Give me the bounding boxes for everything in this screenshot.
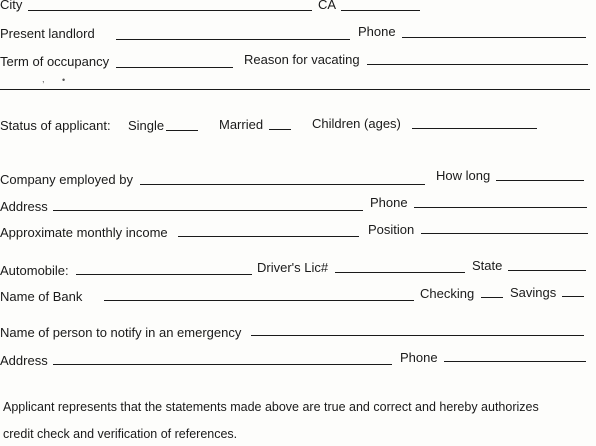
married-label: Married	[219, 117, 264, 132]
state-field[interactable]	[508, 270, 586, 271]
stray-mark: •	[62, 75, 66, 85]
single-field[interactable]	[166, 130, 198, 131]
children-ages-label: Children (ages)	[312, 116, 401, 131]
reason-for-vacating-continuation-field[interactable]	[0, 89, 590, 90]
zip-field[interactable]	[341, 10, 420, 11]
checking-field[interactable]	[481, 297, 503, 298]
position-field[interactable]	[421, 233, 588, 234]
savings-field[interactable]	[562, 296, 584, 297]
company-employed-by-label: Company employed by	[0, 172, 133, 187]
applicant-statement-line-2: credit check and verification of references.	[3, 427, 238, 441]
employer-phone-field[interactable]	[414, 207, 587, 208]
savings-label: Savings	[510, 285, 557, 300]
emergency-contact-field[interactable]	[251, 335, 584, 336]
landlord-phone-label: Phone	[358, 24, 396, 39]
employer-address-label: Address	[0, 199, 48, 214]
employer-phone-label: Phone	[370, 195, 408, 210]
city-label: City	[0, 0, 23, 12]
state-label: State	[472, 258, 503, 273]
automobile-field[interactable]	[76, 274, 252, 275]
present-landlord-label: Present landlord	[0, 26, 95, 41]
bank-name-field[interactable]	[104, 300, 414, 301]
applicant-statement-line-1: Applicant represents that the statements made above are true and correct and hereby authorizes	[3, 400, 539, 414]
drivers-license-field[interactable]	[335, 272, 465, 273]
married-field[interactable]	[269, 129, 291, 130]
present-landlord-field[interactable]	[116, 39, 350, 40]
emergency-contact-label: Name of person to notify in an emergency	[0, 325, 242, 340]
status-of-applicant-label: Status of applicant:	[0, 118, 111, 133]
bank-name-label: Name of Bank	[0, 289, 83, 304]
monthly-income-field[interactable]	[178, 236, 359, 237]
reason-for-vacating-field[interactable]	[367, 64, 588, 65]
drivers-license-label: Driver's Lic#	[257, 260, 329, 275]
emergency-address-label: Address	[0, 353, 48, 368]
company-employed-by-field[interactable]	[140, 184, 425, 185]
single-label: Single	[128, 118, 165, 133]
term-of-occupancy-label: Term of occupancy	[0, 54, 110, 69]
employer-address-field[interactable]	[53, 210, 363, 211]
how-long-label: How long	[436, 168, 491, 183]
emergency-phone-label: Phone	[400, 350, 438, 365]
reason-for-vacating-label: Reason for vacating	[244, 52, 360, 67]
emergency-phone-field[interactable]	[444, 361, 586, 362]
stray-mark: ,	[42, 74, 45, 84]
city-field[interactable]	[28, 10, 312, 11]
automobile-label: Automobile:	[0, 263, 69, 278]
landlord-phone-field[interactable]	[402, 37, 586, 38]
position-label: Position	[368, 222, 415, 237]
emergency-address-field[interactable]	[53, 364, 392, 365]
children-ages-field[interactable]	[412, 128, 537, 129]
how-long-field[interactable]	[496, 180, 584, 181]
monthly-income-label: Approximate monthly income	[0, 225, 168, 240]
checking-label: Checking	[420, 286, 475, 301]
ca-label: CA	[318, 0, 337, 12]
term-of-occupancy-field[interactable]	[116, 67, 233, 68]
